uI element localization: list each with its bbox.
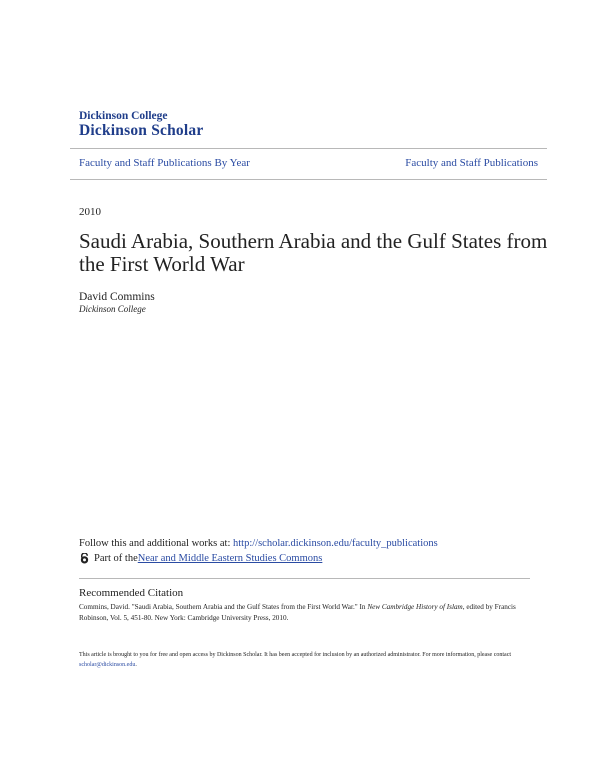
footer-note-text: This article is brought to you for free and open access by Dickinson Scholar. It has been accepted for inclusion by an authorized administrator. For more information, please contact <box>79 652 512 658</box>
document-title: Saudi Arabia, Southern Arabia and the Gulf States from the First World War <box>79 229 548 276</box>
institution-name: Dickinson College <box>79 110 168 122</box>
footer-note <box>79 650 529 670</box>
citation-text-before: Commins, David. "Saudi Arabia, Southern Arabia and the Gulf States from the First World War." In <box>79 603 368 611</box>
publication-year: 2010 <box>79 206 101 218</box>
citation-journal: New Cambridge History of Islam <box>367 603 463 611</box>
top-divider <box>70 148 547 149</box>
citation-heading: Recommended Citation <box>79 587 184 599</box>
contact-email-link[interactable]: scholar@dickinson.edu <box>79 662 136 668</box>
author-affiliation: Dickinson College <box>79 304 146 314</box>
author-name: David Commins <box>79 291 155 303</box>
repository-name[interactable]: Dickinson Scholar <box>79 122 204 139</box>
part-of-line <box>79 553 322 564</box>
citation-text <box>79 602 529 624</box>
part-of-label: Part of the <box>94 553 138 564</box>
commons-link[interactable]: Near and Middle Eastern Studies Commons <box>137 553 323 564</box>
nav-link-publications-by-year[interactable]: Faculty and Staff Publications By Year <box>79 157 250 169</box>
nav-divider <box>70 179 547 180</box>
nav-link-faculty-publications[interactable]: Faculty and Staff Publications <box>405 157 538 169</box>
footer-note-end: . <box>135 662 137 668</box>
citation-divider <box>79 578 530 579</box>
follow-url-link[interactable]: http://scholar.dickinson.edu/faculty_publications <box>233 538 438 549</box>
follow-label: Follow this and additional works at: <box>79 538 233 549</box>
open-access-icon <box>79 553 90 564</box>
follow-line <box>79 538 438 549</box>
citation-text-after: , edited by Francis Robinson, Vol. 5, 451-80. New York: Cambridge University Press, 2010. <box>79 603 516 622</box>
